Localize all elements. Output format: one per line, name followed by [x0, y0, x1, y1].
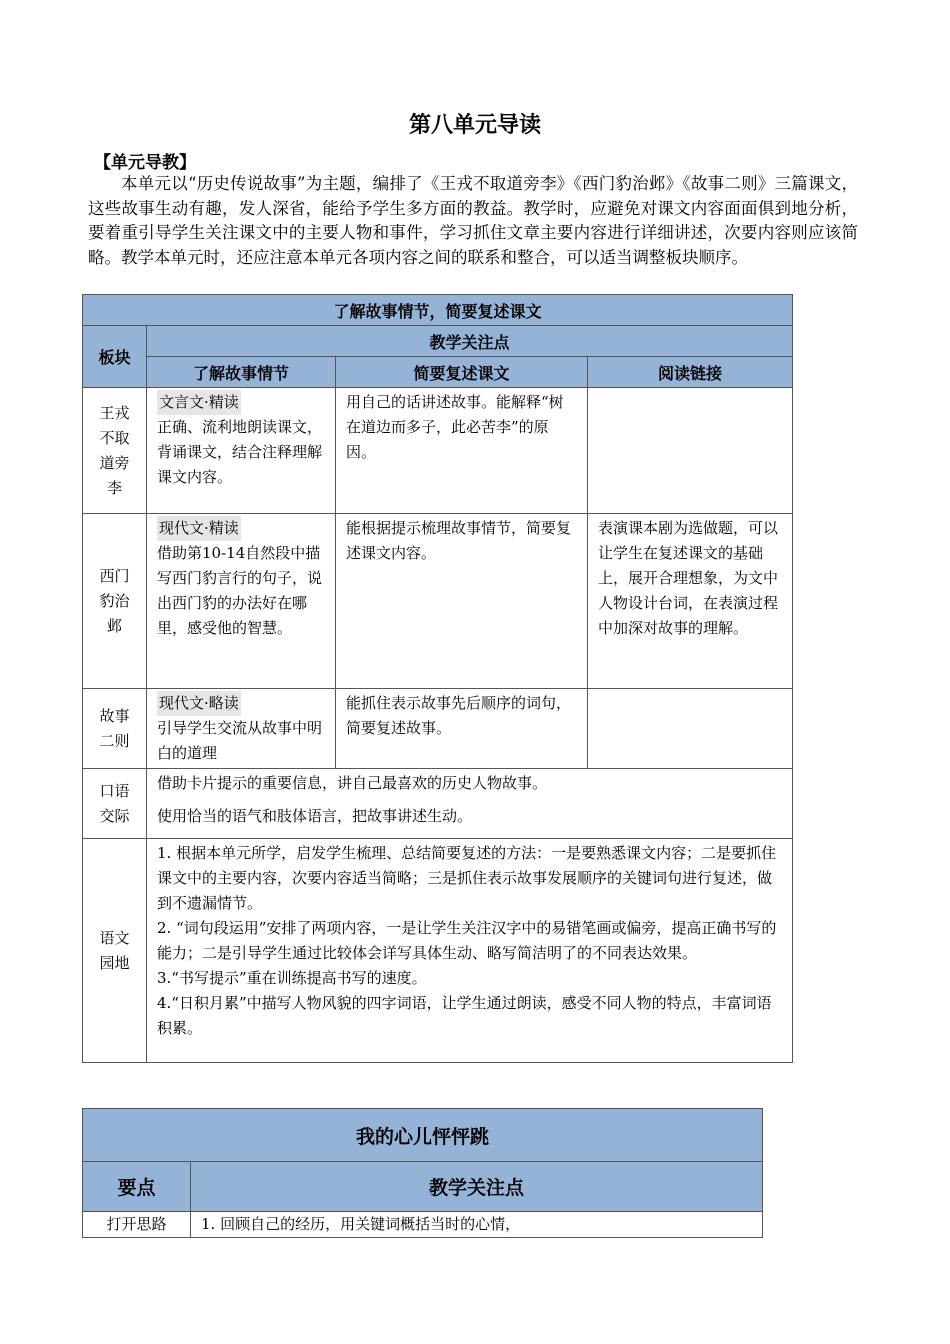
language-garden-cell [147, 839, 793, 1063]
cell-reading-link [588, 689, 793, 769]
cell-reading-link [588, 388, 793, 514]
row-label: 语文园地 [83, 839, 147, 1063]
cell-text: 1. 回顾自己的经历，用关键词概括当时的心情， [191, 1212, 763, 1238]
table-row [83, 689, 793, 769]
column-header-focus: 教学关注点 [191, 1162, 763, 1212]
cell-text: 借助第10-14自然段中描写西门豹言行的句子，说出西门豹的办法好在哪里，感受他的智慧。 [157, 544, 323, 637]
column-header-focus: 教学关注点 [147, 326, 793, 357]
text-type-tag: 现代文·精读 [157, 516, 241, 541]
writing-table [82, 1108, 763, 1238]
column-header-block: 板块 [83, 326, 147, 388]
table-row [83, 1212, 763, 1238]
table-row [83, 514, 793, 689]
row-label: 打开思路 [83, 1212, 191, 1238]
cell-text: 正确、流利地朗读课文，背诵课文，结合注释理解课文内容。 [157, 418, 323, 486]
subcolumn-header: 简要复述课文 [336, 357, 588, 388]
cell-story [147, 388, 336, 514]
garden-line: 2. “词句段运用”安排了两项内容，一是让学生关注汉字中的易错笔画或偏旁，提高正确书写的能力；二是引导学生通过比较体会详写具体生动、略写简洁明了的不同表达效果。 [157, 919, 777, 962]
subcolumn-header: 阅读链接 [588, 357, 793, 388]
row-label: 西门豹治邺 [83, 514, 147, 689]
table-row [83, 388, 793, 514]
table-row [83, 769, 793, 839]
row-label: 口语交际 [83, 769, 147, 839]
garden-line: 1. 根据本单元所学，启发学生梳理、总结简要复述的方法：一是要熟悉课文内容；二是要抓住课文中的主要内容，次要内容适当简略；三是抓住表示故事发展顺序的关键词句进行复述，做到不遗漏情节。 [157, 844, 777, 912]
cell-story [147, 514, 336, 689]
text-type-tag: 文言文·精读 [157, 390, 241, 415]
intro-paragraph: 本单元以“历史传说故事”为主题，编排了《王戎不取道旁李》《西门豹治邺》《故事二则》三篇课文，这些故事生动有趣，发人深省，能给予学生多方面的教益。教学时，应避免对课文内容面面俱到地分析，要着重引导学生关注课文中的主要人物和事件，学习抓住文章主要内容进行详细讲述，次要内容则应该简略。教学本单元时，还应注意本单元各项内容之间的联系和整合，可以适当调整板块顺序。 [88, 174, 858, 267]
oral-line: 借助卡片提示的重要信息，讲自己最喜欢的历史人物故事。 [157, 774, 548, 792]
cell-story [147, 689, 336, 769]
table-caption: 我的心儿怦怦跳 [83, 1109, 763, 1162]
oral-communication-cell [147, 769, 793, 839]
row-label: 王戎不取道旁李 [83, 388, 147, 514]
cell-retell: 能抓住表示故事先后顺序的词句，简要复述故事。 [336, 689, 588, 769]
subcolumn-header: 了解故事情节 [147, 357, 336, 388]
cell-retell: 用自己的话讲述故事。能解释“树在道边而多子，此必苦李”的原因。 [336, 388, 588, 514]
garden-line: 4.“日积月累”中描写人物风貌的四字词语，让学生通过朗读，感受不同人物的特点，丰富词语积累。 [157, 994, 772, 1037]
row-label: 故事二则 [83, 689, 147, 769]
section-heading: 【单元导教】 [94, 153, 196, 173]
unit-overview-table [82, 294, 793, 1063]
table-row [83, 839, 793, 1063]
column-header-point: 要点 [83, 1162, 191, 1212]
page-title: 第八单元导读 [408, 113, 541, 138]
cell-text: 引导学生交流从故事中明白的道理 [157, 719, 323, 762]
oral-line: 使用恰当的语气和肢体语言，把故事讲述生动。 [157, 807, 473, 825]
cell-reading-link: 表演课本剧为选做题，可以让学生在复述课文的基础上，展开合理想象，为文中人物设计台词，在表演过程中加深对故事的理解。 [588, 514, 793, 689]
text-type-tag: 现代文·略读 [157, 691, 241, 716]
table-caption: 了解故事情节，简要复述课文 [83, 295, 793, 326]
garden-line: 3.“书写提示”重在训练提高书写的速度。 [157, 969, 427, 987]
cell-retell: 能根据提示梳理故事情节，简要复述课文内容。 [336, 514, 588, 689]
